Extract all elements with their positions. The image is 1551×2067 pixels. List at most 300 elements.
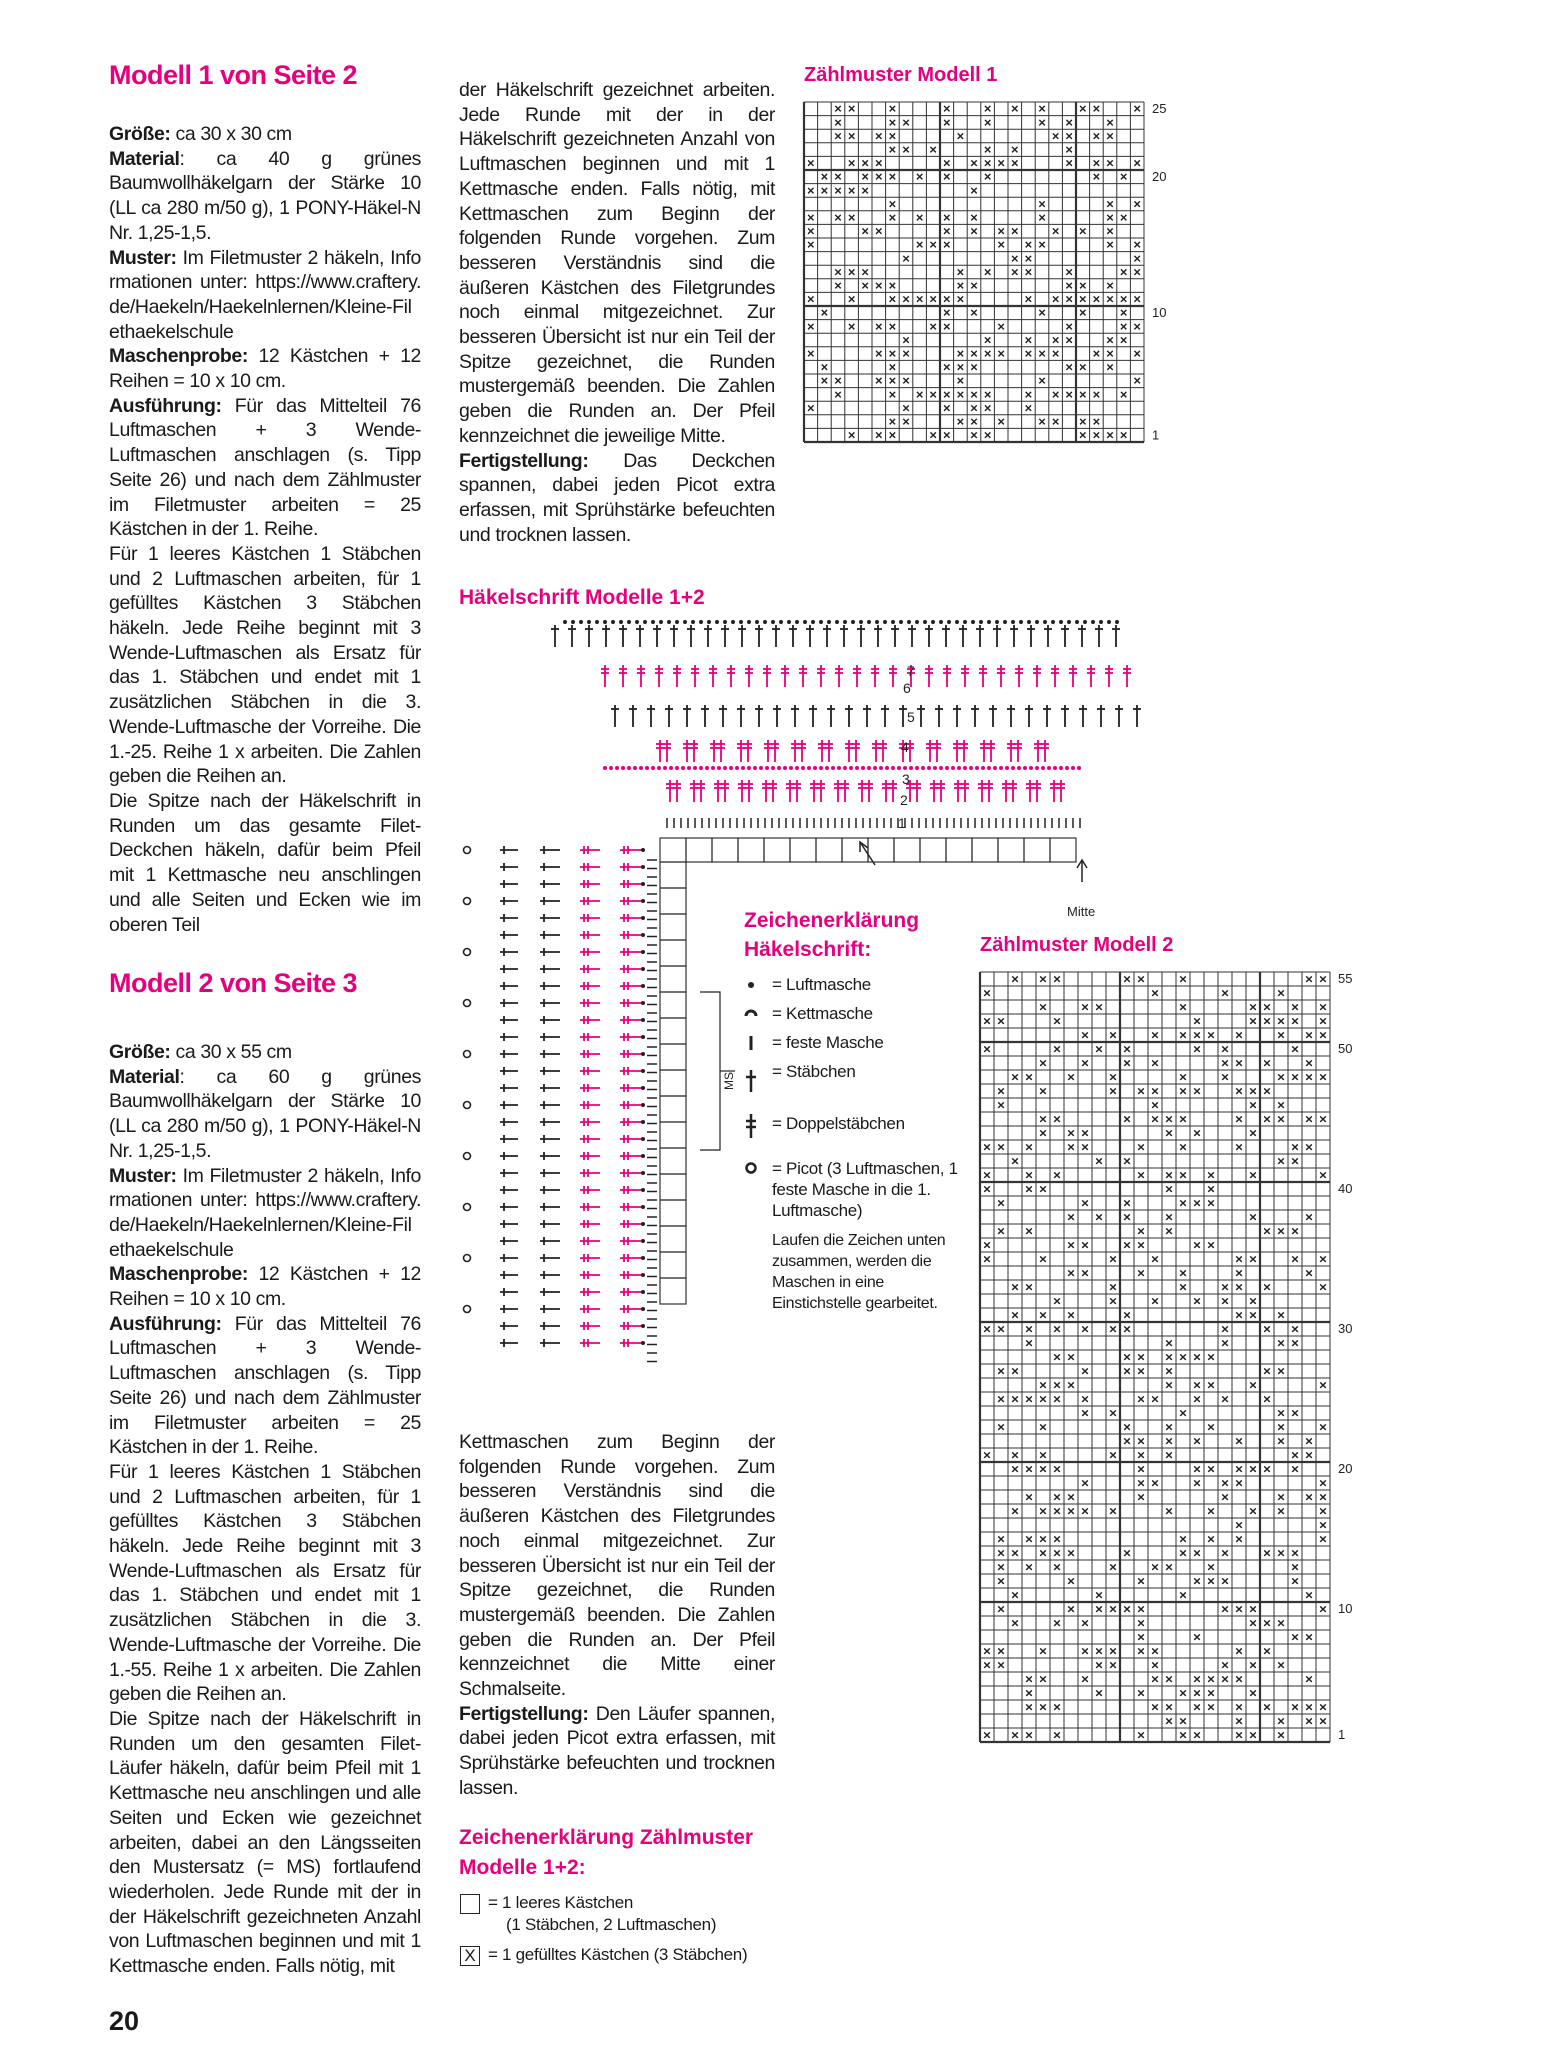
doppelstaebchen <box>620 1288 642 1296</box>
filled-cell: × <box>915 291 924 307</box>
legend-doppelstaebchen: = Doppelstäbchen <box>772 1114 905 1133</box>
filled-cell: × <box>1165 1223 1173 1239</box>
filled-cell: × <box>902 332 910 348</box>
luftmasche <box>885 766 889 770</box>
staebchen <box>540 948 560 956</box>
filled-cell: × <box>956 359 965 375</box>
filled-cell: × <box>1065 155 1073 171</box>
luftmasche <box>731 620 735 624</box>
filled-cell: × <box>1319 1027 1327 1043</box>
filled-cell: × <box>1235 1713 1243 1729</box>
filled-cell: × <box>902 413 910 429</box>
filled-cell: × <box>1193 1545 1201 1561</box>
chart2-grid <box>976 966 1456 1966</box>
luftmasche <box>897 766 901 770</box>
luftmasche <box>641 1171 645 1175</box>
filled-cell: × <box>1235 1531 1243 1547</box>
luftmasche <box>621 766 625 770</box>
luftmasche <box>1075 620 1079 624</box>
doppelstaebchen <box>793 780 801 802</box>
filled-cell: × <box>1137 1447 1145 1463</box>
luftmasche <box>641 848 645 852</box>
filled-cell: × <box>983 1447 991 1463</box>
filled-cell: × <box>1053 1321 1061 1337</box>
staebchen <box>540 1050 560 1058</box>
luftmasche <box>777 766 781 770</box>
staebchen <box>1095 625 1103 647</box>
filled-cell: × <box>1109 1503 1117 1519</box>
filled-cell: × <box>1011 1391 1019 1407</box>
legend-empty-box <box>460 1894 480 1914</box>
filled-cell: × <box>1038 345 1046 361</box>
filled-cell: × <box>1221 1321 1229 1337</box>
staebchen <box>704 625 712 647</box>
doppelstaebchen <box>580 1186 600 1194</box>
filled-cell: × <box>915 237 924 253</box>
doppelstaebchen <box>709 665 717 687</box>
filled-cell: × <box>1165 1447 1173 1463</box>
filled-cell: × <box>1179 1195 1187 1211</box>
doppelstaebchen <box>673 780 681 802</box>
filled-cell: × <box>1249 1293 1257 1309</box>
luftmasche <box>641 1188 645 1192</box>
doppelstaebchen <box>620 914 642 922</box>
luftmasche <box>1027 620 1031 624</box>
doppelstaebchen <box>961 780 969 802</box>
luftmasche <box>755 620 759 624</box>
doppelstaebchen <box>580 1322 600 1330</box>
filled-cell: × <box>1011 1069 1019 1085</box>
filled-cell: × <box>1051 386 1060 402</box>
doppelstaebchen <box>601 665 609 687</box>
filled-cell: × <box>1137 1139 1145 1155</box>
doppelstaebchen <box>580 1050 600 1058</box>
filled-cell: × <box>834 209 842 225</box>
filled-cell: × <box>1065 359 1073 375</box>
filled-cell: × <box>1067 1377 1075 1393</box>
filled-cell: × <box>1039 1181 1047 1197</box>
filled-cell: × <box>1011 101 1019 117</box>
staebchen <box>500 1254 518 1262</box>
luftmasche <box>825 766 829 770</box>
luftmasche <box>753 766 757 770</box>
filled-cell: × <box>1095 1209 1103 1225</box>
filled-cell: × <box>943 359 951 375</box>
filled-cell: × <box>1291 1699 1299 1715</box>
luftmasche <box>717 766 721 770</box>
filled-cell: × <box>1095 1587 1103 1603</box>
filled-cell: × <box>1221 1069 1229 1085</box>
filled-cell: × <box>1305 1209 1313 1225</box>
doppelstaebchen <box>1026 780 1034 802</box>
filled-cell: × <box>1123 1153 1131 1169</box>
filled-cell: × <box>1053 1489 1061 1505</box>
doppelstaebchen <box>817 780 825 802</box>
filled-cell: × <box>1123 1349 1131 1365</box>
filled-cell: × <box>1291 1461 1299 1477</box>
filled-cell: × <box>929 291 937 307</box>
staebchen <box>540 1152 560 1160</box>
filled-cell: × <box>1133 250 1141 266</box>
staebchen <box>971 705 979 727</box>
doppelstaebchen <box>580 846 600 854</box>
doppelstaebchen <box>580 965 600 973</box>
filled-cell: × <box>888 141 897 157</box>
filled-cell: × <box>875 345 883 361</box>
staebchen <box>540 1220 560 1228</box>
staebchen <box>540 931 560 939</box>
filled-cell: × <box>1011 223 1019 239</box>
staebchen <box>629 705 637 727</box>
filled-cell: × <box>983 264 992 280</box>
filled-cell: × <box>1011 1587 1019 1603</box>
doppelstaebchen <box>620 846 642 854</box>
filled-cell: × <box>1025 1391 1033 1407</box>
doppelstaebchen <box>620 897 642 905</box>
filled-cell: × <box>1024 250 1033 266</box>
doppelstaebchen <box>580 1084 600 1092</box>
filled-cell: × <box>970 345 978 361</box>
luftmasche <box>615 766 619 770</box>
row-number: 1 <box>1338 1727 1346 1743</box>
legend-staebchen: = Stäbchen <box>772 1062 856 1081</box>
doppelstaebchen <box>1123 665 1131 687</box>
luftmasche <box>663 766 667 770</box>
luftmasche <box>963 620 967 624</box>
filled-cell: × <box>1011 250 1019 266</box>
staebchen <box>540 1186 560 1194</box>
filled-cell: × <box>1207 1573 1215 1589</box>
doppelstaebchen <box>580 1220 600 1228</box>
filled-cell: × <box>983 1657 991 1673</box>
filled-cell: × <box>1277 1223 1285 1239</box>
filled-cell: × <box>1092 427 1101 443</box>
doppelstaebchen <box>913 780 921 802</box>
filled-cell: × <box>1193 1349 1201 1365</box>
filled-cell: × <box>1123 971 1131 987</box>
doppelstaebchen <box>727 665 735 687</box>
staebchen <box>1061 625 1069 647</box>
filled-cell: × <box>847 128 856 144</box>
luftmasche <box>921 766 925 770</box>
doppelstaebchen <box>637 665 645 687</box>
filled-cell: × <box>1053 1559 1061 1575</box>
filled-cell: × <box>970 209 978 225</box>
luftmasche <box>861 766 865 770</box>
filled-cell: × <box>997 1139 1005 1155</box>
filled-cell: × <box>915 169 924 185</box>
filled-cell: × <box>1092 345 1101 361</box>
filled-cell: × <box>1277 1657 1285 1673</box>
filled-cell: × <box>1039 1461 1047 1477</box>
filled-cell: × <box>983 1727 991 1743</box>
luftmasche <box>783 766 787 770</box>
luftmasche <box>641 1137 645 1141</box>
filled-cell: × <box>997 1601 1005 1617</box>
filled-cell: × <box>1025 1489 1033 1505</box>
staebchen <box>989 705 997 727</box>
doppelstaebchen <box>656 740 664 762</box>
doppelstaebchen <box>1087 665 1095 687</box>
filled-cell: × <box>1277 1433 1285 1449</box>
staebchen <box>540 1339 560 1347</box>
mitte-label: Mitte <box>1067 904 1096 919</box>
filled-cell: × <box>1092 386 1101 402</box>
luftmasche <box>875 620 879 624</box>
filled-cell: × <box>1305 1265 1313 1281</box>
filled-cell: × <box>1151 1657 1159 1673</box>
staebchen <box>540 880 560 888</box>
filled-cell: × <box>1291 1321 1299 1337</box>
filled-cell: × <box>970 400 978 416</box>
filled-cell: × <box>970 386 978 402</box>
filled-cell: × <box>1123 1055 1131 1071</box>
filled-cell: × <box>956 373 965 389</box>
filled-cell: × <box>956 277 965 293</box>
staebchen <box>840 625 848 647</box>
filled-cell: × <box>970 413 978 429</box>
doppelstaebchen <box>781 665 789 687</box>
filled-cell: × <box>1039 1447 1047 1463</box>
filled-cell: × <box>1305 1139 1313 1155</box>
staebchen <box>1112 625 1120 647</box>
filled-cell: × <box>970 182 978 198</box>
filled-cell: × <box>1151 1293 1159 1309</box>
doppelstaebchen <box>985 780 993 802</box>
filled-cell: × <box>1039 1083 1047 1099</box>
filled-cell: × <box>1179 971 1187 987</box>
luftmasche <box>641 1120 645 1124</box>
filled-cell: × <box>1319 1699 1327 1715</box>
filled-cell: × <box>1106 359 1114 375</box>
filled-cell: × <box>983 1139 991 1155</box>
filled-cell: × <box>1065 386 1073 402</box>
filled-cell: × <box>1123 1307 1131 1323</box>
doppelstaebchen <box>620 1186 642 1194</box>
doppelstaebchen <box>798 740 806 762</box>
luftmasche <box>641 916 645 920</box>
filled-cell: × <box>1137 1489 1145 1505</box>
filled-cell: × <box>1151 1475 1159 1491</box>
filled-cell: × <box>1039 1531 1047 1547</box>
filled-cell: × <box>1067 1573 1075 1589</box>
filled-cell: × <box>1137 1363 1145 1379</box>
filled-cell: × <box>1235 1475 1243 1491</box>
filled-cell: × <box>1137 1391 1145 1407</box>
filled-cell: × <box>1024 237 1033 253</box>
filled-cell: × <box>1207 1699 1215 1715</box>
filled-cell: × <box>1165 1433 1173 1449</box>
filled-cell: × <box>1123 1209 1131 1225</box>
filled-cell: × <box>1165 1503 1173 1519</box>
filled-cell: × <box>834 169 842 185</box>
staebchen <box>540 1101 560 1109</box>
filled-cell: × <box>1221 1475 1229 1491</box>
luftmasche <box>659 620 663 624</box>
staebchen <box>500 1220 518 1228</box>
filled-cell: × <box>983 1321 991 1337</box>
filled-cell: × <box>834 386 842 402</box>
filled-cell: × <box>1151 1671 1159 1687</box>
filled-cell: × <box>1291 1335 1299 1351</box>
luftmasche <box>609 766 613 770</box>
filled-cell: × <box>1081 1195 1089 1211</box>
filled-cell: × <box>888 373 897 389</box>
luftmasche <box>851 620 855 624</box>
filled-cell: × <box>1025 1685 1033 1701</box>
luftmasche <box>641 1103 645 1107</box>
filled-cell: × <box>888 359 897 375</box>
filled-cell: × <box>1137 1433 1145 1449</box>
filled-cell: × <box>1319 1517 1327 1533</box>
filled-cell: × <box>1277 1111 1285 1127</box>
staebchen <box>1027 625 1035 647</box>
filled-cell: × <box>1106 237 1114 253</box>
filled-cell: × <box>1319 1503 1327 1519</box>
filled-cell: × <box>1221 1573 1229 1589</box>
filled-cell: × <box>834 114 842 130</box>
doppelstaebchen <box>926 740 934 762</box>
filled-cell: × <box>1039 1503 1047 1519</box>
filled-cell: × <box>1193 1685 1201 1701</box>
filled-cell: × <box>1039 1055 1047 1071</box>
filled-cell: × <box>970 223 978 239</box>
chart2-title: Zählmuster Modell 2 <box>980 934 1174 956</box>
doppelstaebchen <box>663 740 671 762</box>
doppelstaebchen <box>825 740 833 762</box>
filled-cell: × <box>820 373 829 389</box>
filled-cell: × <box>902 345 910 361</box>
filled-cell: × <box>1151 1083 1159 1099</box>
filled-cell: × <box>1179 1587 1187 1603</box>
model1-text: Größe: ca 30 x 30 cm Material: ca 40 g grünes Baumwollhäkelgarn der Stärke 10 (LL ca 280 m/50 g), 1 PONY-Häkel-N Nr. 1,25-1,5. Muster: Im Filetmuster 2 häkeln, Informationen unter: https://www.craftery.de/Haekeln/Haekelnlernen/Kleine-Filethaekelschule Maschenprobe: 12 Kästchen + 12 Reihen = 10 x 10 cm. Ausführung: Für das Mittelteil 76 Luftmaschen + 3 Wende-Luftmaschen anschlagen (s. Tipp Seite 26) und nach dem Zählmuster im Filetmuster arbeiten = 25 Kästchen in der 1. Reihe. Für 1 leeres Kästchen 1 Stäbchen und 2 Luftmaschen arbeiten, für 1 gefülltes Kästchen 3 Stäbchen häkeln. Jede Reihe beginnt mit 3 Wende-Luftmaschen als Ersatz für das 1. Stäbchen und endet mit 1 zusätzlichen Stäbchen in die 3. Wende-Luftmasche der Vorreihe. Die 1.-25. Reihe 1 x arbeiten. Die Zahlen geben die Reihen an. Die Spitze nach der Häkelschrift in Runden um das gesamte Filet-Deckchen häkeln, dafür beim Pfeil mit 1 Kettmasche neu anschlingen und alle Seiten und Ecken wie im oberen Teil <box>109 123 421 936</box>
doppelstaebchen <box>943 665 951 687</box>
filled-cell: × <box>1165 1713 1173 1729</box>
doppelstaebchen <box>858 780 866 802</box>
doppelstaebchen <box>620 1203 642 1211</box>
doppelstaebchen <box>987 740 995 762</box>
filled-cell: × <box>1051 413 1060 429</box>
staebchen <box>773 705 781 727</box>
luftmasche <box>641 1222 645 1226</box>
filled-cell: × <box>1079 277 1087 293</box>
filled-cell: × <box>983 1041 991 1057</box>
filled-cell: × <box>1319 1377 1327 1393</box>
staebchen <box>500 1016 518 1024</box>
filled-cell: × <box>1092 413 1101 429</box>
luftmasche <box>1011 766 1015 770</box>
filled-cell: × <box>1277 1097 1285 1113</box>
luftmasche <box>939 620 943 624</box>
filled-cell: × <box>847 264 856 280</box>
filled-cell: × <box>1319 1531 1327 1547</box>
staebchen <box>540 1288 560 1296</box>
filled-cell: × <box>1081 1321 1089 1337</box>
staebchen <box>755 705 763 727</box>
luftmasche <box>641 933 645 937</box>
filled-cell: × <box>834 101 842 117</box>
filled-cell: × <box>1207 1377 1215 1393</box>
filled-cell: × <box>1263 999 1271 1015</box>
filled-cell: × <box>1038 114 1046 130</box>
filled-cell: × <box>929 427 937 443</box>
luftmasche <box>619 620 623 624</box>
filled-cell: × <box>1305 1671 1313 1687</box>
staebchen <box>500 1033 518 1041</box>
luftmasche <box>627 766 631 770</box>
filled-cell: × <box>1133 155 1141 171</box>
doppelstaebchen <box>841 780 849 802</box>
doppelstaebchen <box>835 665 843 687</box>
model2-continued-text: Kettmaschen zum Beginn der folgenden Runde vorgehen. Zum besseren Verständnis sind die äußeren Kästchen des Filetgrundes noch einmal mitgezeichnet. Zur besseren Übersicht ist nur ein Teil der Spitze gezeichnet, die Runden mustergemäß beenden. Die Zahlen geben die Runden an. Der Pfeil kennzeichnet die Mitte einer Schmalseite. Fertigstellung: Den Läufer spannen, dabei jeden Picot extra erfassen, mit Sprühstärke befeuchten und trocknen lassen. <box>459 1431 775 1799</box>
luftmasche <box>1053 766 1057 770</box>
filled-cell: × <box>1263 1391 1271 1407</box>
legend-haekel-title: Zeichenerklärung Häkelschrift: <box>744 909 920 961</box>
staebchen <box>755 625 763 647</box>
filled-cell: × <box>943 427 951 443</box>
luftmasche <box>771 766 775 770</box>
doppelstaebchen <box>580 1288 600 1296</box>
doppelstaebchen <box>580 1067 600 1075</box>
filled-cell: × <box>875 169 883 185</box>
luftmasche <box>1023 766 1027 770</box>
filled-cell: × <box>1291 1041 1299 1057</box>
luftmasche <box>667 620 671 624</box>
luftmasche <box>645 766 649 770</box>
filled-cells <box>983 971 1327 1742</box>
filled-cell: × <box>847 101 856 117</box>
filled-cell: × <box>915 209 924 225</box>
luftmasche <box>641 1239 645 1243</box>
filled-cell: × <box>1053 1041 1061 1057</box>
round-number: 1 <box>898 815 906 831</box>
filled-cell: × <box>1053 971 1061 987</box>
filled-cell: × <box>1277 1307 1285 1323</box>
filled-cell: × <box>1109 1559 1117 1575</box>
filled-cell: × <box>1305 1055 1313 1071</box>
filled-cell: × <box>1133 101 1141 117</box>
filled-cell: × <box>1249 1209 1257 1225</box>
filled-cell: × <box>1079 413 1087 429</box>
staebchen <box>772 625 780 647</box>
filled-cell: × <box>861 277 869 293</box>
doppelstaebchen <box>1050 780 1058 802</box>
luftmasche <box>641 1018 645 1022</box>
filled-cell: × <box>997 1573 1005 1589</box>
staebchen <box>738 625 746 647</box>
luftmasche <box>675 766 679 770</box>
filled-cell: × <box>943 209 951 225</box>
doppelstaebchen <box>1015 665 1023 687</box>
row-number: 40 <box>1338 1181 1353 1197</box>
filled-cell: × <box>983 141 992 157</box>
filled-cell: × <box>1137 1629 1145 1645</box>
filled-cell: × <box>1263 1643 1271 1659</box>
staebchen <box>500 999 518 1007</box>
filled-cell: × <box>1119 386 1128 402</box>
luftmasche <box>939 766 943 770</box>
filled-cell: × <box>1081 1475 1089 1491</box>
luftmasche <box>993 766 997 770</box>
filled-cell: × <box>1291 1013 1299 1029</box>
filled-cell: × <box>1025 1321 1033 1337</box>
filled-cell: × <box>1123 1363 1131 1379</box>
luftmasche <box>747 766 751 770</box>
doppelstaebchen <box>580 1169 600 1177</box>
filled-cell: × <box>875 373 883 389</box>
doppelstaebchen <box>620 948 642 956</box>
staebchen <box>540 1203 560 1211</box>
